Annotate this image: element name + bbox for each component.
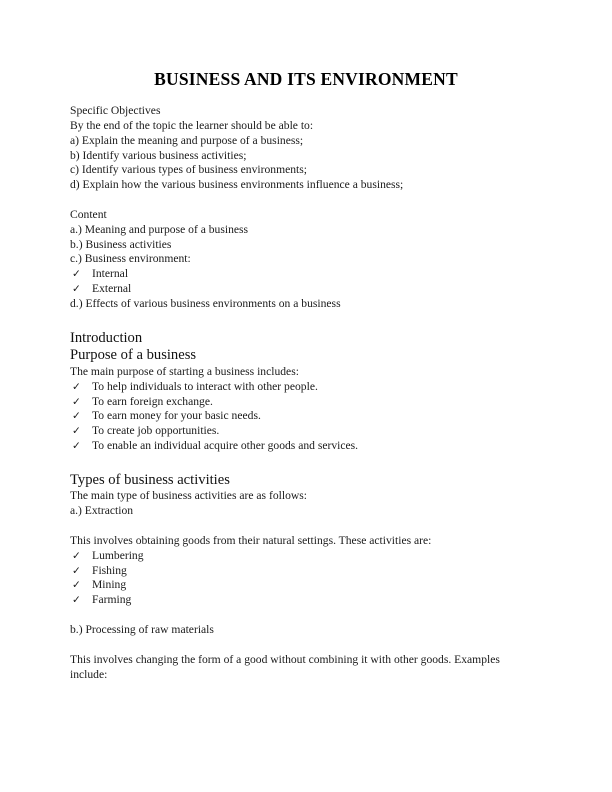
objective-item-b: b) Identify various business activities; <box>70 148 247 162</box>
list-item <box>70 593 520 608</box>
list-item-label: To earn foreign exchange. <box>92 394 213 408</box>
check-icon: ✓ <box>72 380 81 393</box>
activity-item-a: a.) Extraction <box>70 504 134 518</box>
content-item-a: a.) Meaning and purpose of a business <box>70 222 249 236</box>
introduction-section <box>70 330 520 454</box>
spacer <box>70 519 520 534</box>
list-item-label: Lumbering <box>92 548 144 562</box>
list-item <box>70 578 520 593</box>
spacer <box>70 638 520 653</box>
content-outline-section <box>70 208 520 312</box>
purpose-intro: The main purpose of starting a business includes: <box>70 364 299 378</box>
content-heading: Content <box>70 207 107 221</box>
check-icon: ✓ <box>72 440 81 453</box>
extraction-intro: This involves obtaining goods from their natural settings. These activities are: <box>70 533 432 547</box>
list-item-label: To create job opportunities. <box>92 424 220 438</box>
objective-item-c: c) Identify various types of business environments; <box>70 163 307 177</box>
spacer <box>70 193 520 208</box>
check-icon: ✓ <box>72 564 81 577</box>
spacer <box>70 608 520 623</box>
objective-item-d: d) Explain how the various business environments influence a business; <box>70 178 404 192</box>
check-icon: ✓ <box>72 425 81 438</box>
spacer <box>70 312 520 330</box>
activities-body <box>70 489 520 682</box>
list-item <box>70 424 520 439</box>
list-item <box>70 549 520 564</box>
activities-intro: The main type of business activities are as follows: <box>70 489 307 503</box>
check-icon: ✓ <box>72 594 81 607</box>
introduction-heading: Introduction <box>70 329 143 346</box>
list-item-label: Fishing <box>92 563 127 577</box>
content-item-c: c.) Business environment: <box>70 252 191 266</box>
content-item-b: b.) Business activities <box>70 237 172 251</box>
objectives-heading: Specific Objectives <box>70 104 161 117</box>
list-item-label: To help individuals to interact with other people. <box>92 379 318 393</box>
check-icon: ✓ <box>72 410 81 423</box>
objectives-intro: By the end of the topic the learner should be able to: <box>70 118 314 132</box>
activity-item-b: b.) Processing of raw materials <box>70 622 214 636</box>
spacer <box>70 454 520 472</box>
processing-intro: This involves changing the form of a good without combining it with other goods. Examples include: <box>70 652 500 681</box>
content-item-d: d.) Effects of various business environments on a business <box>70 296 341 310</box>
list-item <box>70 267 520 282</box>
list-item-label: Internal <box>92 267 129 281</box>
list-item-label: External <box>92 282 132 296</box>
list-item <box>70 564 520 579</box>
check-icon: ✓ <box>72 579 81 592</box>
purpose-list <box>70 380 520 454</box>
purpose-subheading: Purpose of a business <box>70 347 197 364</box>
check-icon: ✓ <box>72 268 81 281</box>
extraction-list <box>70 549 520 608</box>
activities-heading: Types of business activities <box>70 471 230 488</box>
activities-section <box>70 472 520 682</box>
check-icon: ✓ <box>72 283 81 296</box>
document-body <box>70 104 520 682</box>
check-icon: ✓ <box>72 549 81 562</box>
list-item-label: Mining <box>92 578 127 592</box>
check-icon: ✓ <box>72 395 81 408</box>
list-item-label: To earn money for your basic needs. <box>92 409 261 423</box>
purpose-body <box>70 365 520 454</box>
objective-item-a: a) Explain the meaning and purpose of a business; <box>70 133 304 147</box>
list-item <box>70 395 520 410</box>
list-item <box>70 439 520 454</box>
specific-objectives-section <box>70 104 520 193</box>
list-item <box>70 380 520 395</box>
business-environment-list <box>70 267 520 297</box>
list-item-label: Farming <box>92 593 132 607</box>
list-item <box>70 409 520 424</box>
list-item-label: To enable an individual acquire other goods and services. <box>92 439 359 453</box>
list-item <box>70 282 520 297</box>
page-title: BUSINESS AND ITS ENVIRONMENT <box>154 69 458 89</box>
